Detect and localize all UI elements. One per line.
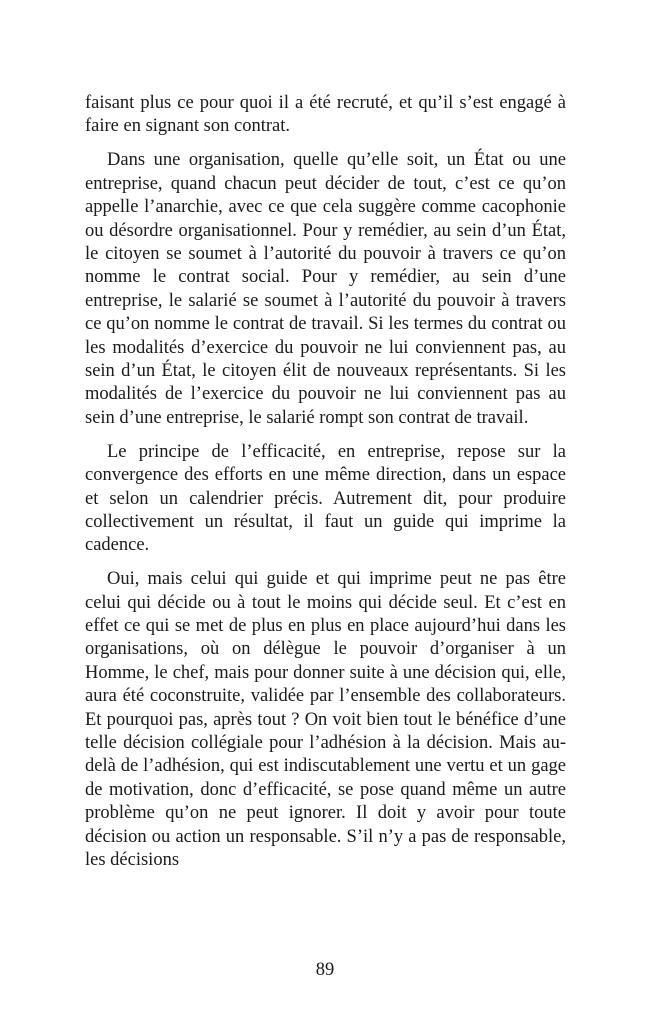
paragraph-guide: Oui, mais celui qui guide et qui imprime peut ne pas être celui qui décide ou à tout le moins qui décide seul. Et c’est en effet ce qui se met de plus en plus en place aujourd’hui dans les organisations, où on délègue le pouvoir d’organiser à un Homme, le chef, mais pour donner suite à une décision qui, elle, aura été coconstruite, validée par l’ensemble des collaborateurs. Et pourquoi pas, après tout ? On voit bien tout le bénéfice d’une telle décision collégiale pour l’adhésion à la décision. Mais au-delà de l’adhésion, qui est indiscutablement une vertu et un gage de motivation, donc d’efficacité, se pose quand même un autre problème qu’on ne peut ignorer. Il doit y avoir pour toute décision ou action un responsable. S’il n’y a pas de responsable, les décisions [85,569,566,871]
page-number: 89 [315,960,335,980]
paragraph-efficacite: Le principe de l’efficacité, en entreprise, repose sur la convergence des efforts en une même direction, dans un espace et selon un calendrier précis. Autrement dit, pour produire collectivement un résultat, il faut un guide qui imprime la cadence. [85,441,566,556]
page-body [85,92,566,883]
paragraph-continuation: faisant plus ce pour quoi il a été recruté, et qu’il s’est engagé à faire en signant son contrat. [85,93,566,137]
paragraph-organisation: Dans une organisation, quelle qu’elle soit, un État ou une entreprise, quand chacun peut décider de tout, c’est ce qu’on appelle l’anarchie, avec ce que cela suggère comme cacophonie ou désordre organisationnel. Pour y remédier, au sein d’un État, le citoyen se soumet à l’autorité du pouvoir à travers ce qu’on nomme le contrat social. Pour y remédier, au sein d’une entreprise, le salarié se soumet à l’autorité du pouvoir à travers ce qu’on nomme le contrat de travail. Si les termes du contrat ou les modalités d’exercice du pouvoir ne lui conviennent pas, au sein d’un État, le citoyen élit de nouveaux représentants. Si les modalités de l’exercice du pouvoir ne lui conviennent pas au sein d’une entreprise, le salarié rompt son contrat de travail. [85,150,566,428]
